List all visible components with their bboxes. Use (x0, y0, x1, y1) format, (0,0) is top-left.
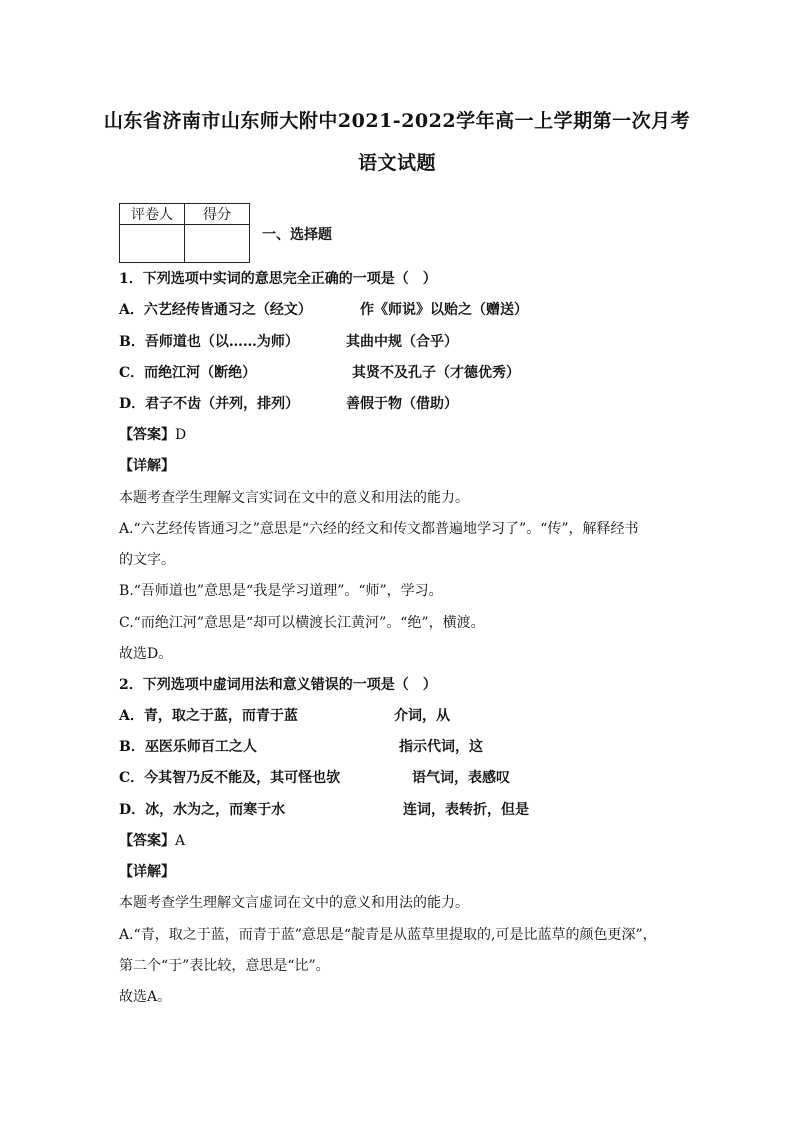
q2-option-b (119, 738, 483, 756)
q1-detail-line: C.“而绝江河”意思是“却可以横渡长江黄河”。“绝”，横渡。 (119, 615, 485, 631)
q1-detail-label: 【详解】 (119, 458, 175, 474)
q1-answer-value: D (175, 427, 187, 443)
q2-answer-label: 【答案】 (119, 833, 175, 849)
q2-option-d-right: 连词，表转折，但是 (403, 802, 529, 818)
score-table-header-grader: 评卷人 (120, 204, 185, 225)
q2-option-b-left: B．巫医乐师百工之人 (119, 739, 257, 755)
q2-option-a (119, 707, 450, 725)
q1-detail-line: 的文字。 (119, 552, 175, 568)
q1-stem: 1．下列选项中实词的意思完全正确的一项是（ ） (119, 271, 437, 287)
q1-detail-line: 本题考查学生理解文言实词在文中的意义和用法的能力。 (119, 490, 469, 506)
document-title: 山东省济南市山东师大附中2021-2022学年高一上学期第一次月考 (103, 110, 691, 132)
q2-answer-value: A (175, 833, 186, 849)
q1-option-c-left: C．而绝江河（断绝） (119, 365, 257, 381)
score-table-header-score: 得分 (185, 204, 250, 225)
q1-answer (119, 426, 186, 444)
q2-option-c-left: C．今其智乃反不能及，其可怪也欤 (119, 770, 341, 786)
q1-option-d (119, 395, 458, 413)
score-table-cell-grader (120, 225, 185, 263)
q1-option-a-left: A．六艺经传皆通习之（经文） (119, 302, 312, 318)
q2-stem: 2．下列选项中虚词用法和意义错误的一项是（ ） (119, 677, 437, 693)
q2-option-c-right: 语气词，表感叹 (412, 770, 510, 786)
q1-option-b (119, 333, 458, 351)
q2-answer (119, 832, 185, 850)
q1-option-c (119, 364, 520, 382)
q2-option-d (119, 801, 529, 819)
q2-option-b-right: 指示代词，这 (399, 739, 483, 755)
q2-detail-line: 第二个“于”表比较，意思是“比”。 (119, 958, 330, 974)
q1-option-a-right: 作《师说》以贻之（赠送） (360, 302, 528, 318)
q1-option-b-left: B．吾师道也（以……为师） (119, 334, 299, 350)
q2-detail-line: 故选A。 (119, 989, 172, 1005)
q2-detail-label: 【详解】 (119, 864, 175, 880)
score-table (119, 203, 250, 263)
q2-option-c (119, 769, 510, 787)
section-title: 一、选择题 (262, 227, 332, 243)
q1-answer-label: 【答案】 (119, 427, 175, 443)
q1-option-d-right: 善假于物（借助） (346, 396, 458, 412)
q1-option-a (119, 301, 528, 319)
q2-detail-line: A.“青，取之于蓝，而青于蓝”意思是“靛青是从蓝草里提取的,可是比蓝草的颜色更深”， (119, 927, 657, 943)
document-subtitle: 语文试题 (357, 152, 436, 174)
q1-option-d-left: D．君子不齿（并列，排列） (119, 396, 300, 412)
q1-detail-line: 故选D。 (119, 646, 173, 662)
q1-option-b-right: 其曲中规（合乎） (346, 334, 458, 350)
q2-option-a-left: A．青，取之于蓝，而青于蓝 (119, 708, 298, 724)
q1-detail-line: B.“吾师道也”意思是“我是学习道理”。“师”，学习。 (119, 583, 443, 599)
q1-detail-line: A.“六艺经传皆通习之”意思是“六经的经文和传文都普遍地学习了”。“传”，解释经书 (119, 521, 639, 537)
q2-detail-line: 本题考查学生理解文言虚词在文中的意义和用法的能力。 (119, 895, 469, 911)
q1-option-c-right: 其贤不及孔子（才德优秀） (352, 365, 520, 381)
score-table-cell-score (185, 225, 250, 263)
q2-option-d-left: D．冰，水为之，而寒于水 (119, 802, 286, 818)
q2-option-a-right: 介词，从 (394, 708, 450, 724)
